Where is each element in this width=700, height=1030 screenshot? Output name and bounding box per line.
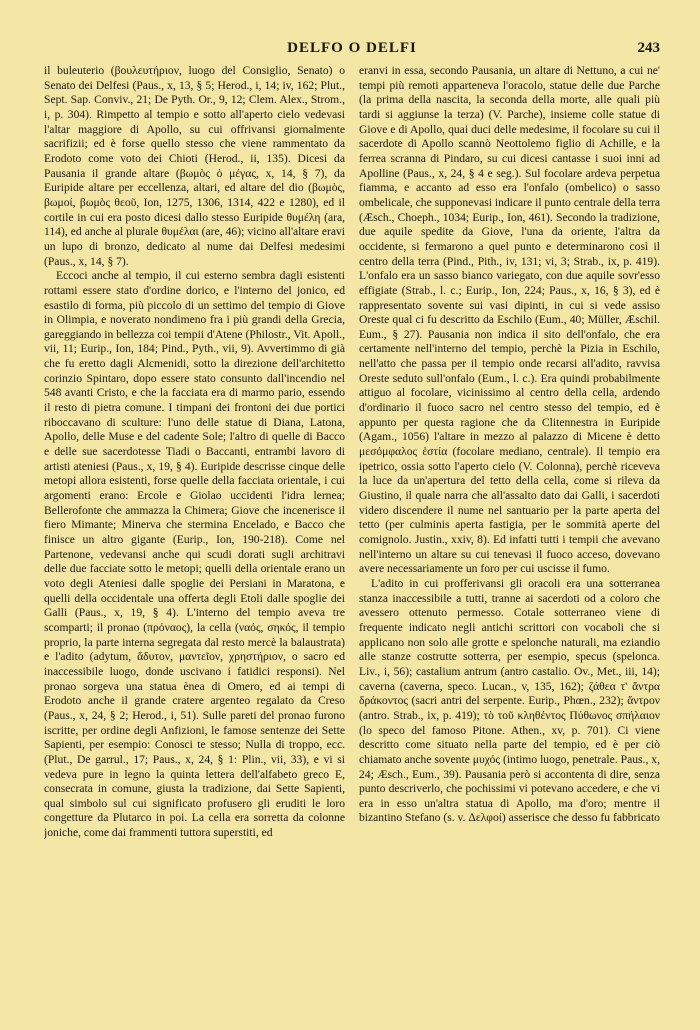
paragraph: il buleuterio (βουλευτήριον, luogo del Consiglio, Senato) o Senato dei Delfesi (Paus., x, 13, § 5; Herod., i, 14; iv, 162; Plut., Sept. Sap. Conviv., 21; De Pyth. Or., 9, 12; Clem. Alex., Strom., i, p. 304). Rimpetto al tempio e sotto all'aperto cielo vedevasi l'altar maggiore di Apollo, su cui offrivansi giornalmente sacrifizii; ed è forse quello stesso che viene rammentato da Erodoto come voto dei Chioti (Herod., ii, 135). Dicesi da Pausania il grande altare (βωμὸς ὁ μέγας, x, 14, § 7), da Euripide altare per eccellenza, altari, ed altare del dio (βωμὸς, βωμοί, βωμὸς θεοῦ, Ion, 1275, 1306, 1314, 422 e 1280), ed il cortile in cui era posto dicesi dallo stesso Euripide θυμέλη (ara, 114), ed anche al plurale θυμέλαι (are, 46); vicino all'altare eravi un lupo di bronzo, dedicato al nume dai Delfesi medesimi (Paus., x, 14, § 7). [44,64,345,268]
text-columns [44,64,660,1014]
running-title: DELFO O DELFI [287,40,417,56]
page-header [44,40,660,64]
paragraph: L'adito in cui profferivansi gli oracoli era una sotterranea stanza inaccessibile a tutti, tranne ai sacerdoti od a coloro che avessero ottenuto permesso. Cotale sotterraneo viene di frequente indicato negli antichi scrittori con vocaboli che si applicano non solo alle grotte e spelonche naturali, ma eziandio alle stanze costrutte sotterra, per esempio, specus (spelonca. Liv., i, 56); castalium antrum (antro castalio. Ov., Met., iii, 14); caverna (caverna, speco. Lucan., v, 135, 162); ζάθεα τ' ἄντρα δράκοντος (sacri antri del serpente. Eurip., Phœn., 232); ἄντρον (antro. Strab., ix, p. 419); τὸ τοῦ κληθέντος Πύθωνος σπήλαιον (lo speco del famoso Pitone. Athen., xv, p. 701). Ci viene descritto come situato nella parte del tempio, ed è per ciò chiamato anche sovente μυχός (intimo luogo, penetrale. Paus., x, 24; Æsch., Eum., 39). Pausania però si accontenta di dire, senza punto descriverlo, che pochissimi vi potevano accedere, e che vi era in esso un'altra statua di Apollo, ma d'oro; mentre il bizantino Stefano (s. v. Δελφοί) asserisce che desso fu fabbricato [359,576,660,825]
page-number: 243 [637,40,660,56]
right-column [359,64,660,1014]
left-column [44,64,345,1014]
paragraph: eranvi in essa, secondo Pausania, un altare di Nettuno, a cui ne' tempi più remoti apparteneva l'oracolo, statue delle due Parche (la prima della nascita, la seconda della morte, alle quali più tardi si aggiunse la terza) (V. Parche), insieme colle statue di Giove e di Apollo, quai duci delle medesime, il focolare su cui il sacerdote di Apollo scannò Neottolemo figlio di Achille, e la ferrea scranna di Pindaro, su cui dicesi cantasse i suoi inni ad Apolline (Paus., x, 24, § 4 e seg.). Sul focolare ardeva perpetua fiamma, e accanto ad esso era l'onfalo (ombelico) o sasso ombelicale, che supponevasi indicare il punto centrale della terra (Æsch., Choeph., 1034; Eurip., Ion, 461). Secondo la tradizione, due aquile spedite da Giove, l'una da oriente, l'altra da occidente, si fermarono a quel punto e determinarono così il centro della terra (Pind., Pith., iv, 131; vi, 3; Strab., ix, p. 419). L'onfalo era un sasso bianco variegato, con due aquile sovr'esso effigiate (Strab., l. c.; Eurip., Ion, 224; Paus., x, 16, § 3), ed è rappresentato sovente sui vasi dipinti, in cui si vede assiso Oreste qual ci fu descritto da Eschilo (Eum., 40; Müller, Æschil. Eum., § 27). Pausania non indica il sito dell'onfalo, che era certamente nell'interno del tempio, perchè la Pizia in Eschilo, nell'atto che passa per il tempio onde recarsi all'adito, ravvisa Oreste seduto sull'onfalo (Eum., l. c.). Era quindi probabilmente attiguo al focolare, vicinissimo al centro della cella, ardendo d'ordinario il fuoco sacro nel centro stesso del tempio, ed è appunto per questa ragione che da Clitennestra in Euripide (Agam., 1056) l'altare in mezzo al palazzo di Micene è detto μεσόμφαλος ἑστία (focolare mediano, centrale). Il tempio era ipetrico, ossia sotto l'aperto cielo (V. Colonna), perchè riceveva la luce da un'apertura del tetto della cella, come si rileva da Giustino, il quale narra che all'assalto dato dai Galli, i sacerdoti videro discendere il nume nel santuario per la parte aperta del tetto (per culminis aperta fastigia, per le sommità aperte del comignolo. Justin., xxiv, 8). Ed infatti tutti i tempii che avevano nell'interno un altare su cui tenevasi il fuoco acceso, dovevano avere necessariamente un foro per cui uscisse il fumo. [359,64,660,576]
paragraph: Eccoci anche al tempio, il cui esterno sembra dagli esistenti rottami essere stato d'ordine dorico, e l'interno del jonico, ed esastilo di forma, più piccolo di un settimo del tempio di Giove in Olimpia, e noverato nondimeno fra i più grandi della Grecia, gareggiando in bellezza coi tempii d'Atene (Philostr., Vit. Apoll., vii, 11; Eurip., Ion, 184; Pind., Pyth., vii, 9). Avvertimmo di già che fu eretto dagli Alcmenidi, sotto la direzione dell'architetto corinzio Spintaro, dopo essere stato consunto dall'incendio nel 548 avanti Cristo, e che la facciata era di marmo pario, essendo il resto di pietra comune. I timpani dei frontoni dei due portici riboccavano di sculture: l'uno delle statue di Diana, Latona, Apollo, delle Muse e del cadente Sole; l'altro di quelle di Bacco e delle sue sacerdotesse Tiadi o Baccanti, entrambi lavoro di artisti ateniesi (Paus., x, 19, § 4). Euripide descrisse cinque delle metopi allora esistenti, forse quelle della facciata orientale, i cui argomenti erano: Ercole e Giolao uccidenti l'idra lernea; Bellerofonte che ammazza la Chimera; Giove che incenerisce il fiero Mimante; Minerva che stermina Encelado, e Bacco che finisce un altro gigante (Eurip., Ion, 190-218). Come nel Partenone, vedevansi anche qui scudi dorati sugli architravi delle due facciate sotto le metopi; quelli della orientale erano un voto degli Ateniesi dalle spoglie dei Persiani in Maratona, e quelli della occidentale una offerta degli Etoli dalle spoglie dei Galli (Paus., x, 19, § 4). L'interno del tempio aveva tre scomparti; il pronao (πρόναος), la cella (ναός, σηκός, il tempio proprio, la parte interna segregata dal resto mercè la balaustrata) e l'adito (adytum, ἄδυτον, μαντεῖον, χρηστήριον, o sacro ed inaccessibile luogo, donde uscivano i fatidici responsi). Nel pronao sorgeva una statua ènea di Omero, ed ai tempi di Erodoto anche il grande cratere argenteo regalato da Creso (Paus., x, 24, § 2; Herod., i, 51). Sulle pareti del pronao furono iscritte, per ordine degli Anfizioni, le famose sentenze dei Sette Sapienti, per esempio: Conosci te stesso; Nulla di troppo, ecc. (Plut., De garrul., 17; Paus., x, 24, § 1: Plin., vii, 33), e vi si vedeva pure in legno la quinta lettera dell'alfabeto greco E, consecrata in comune, giusta la tradizione, dai Sette Sapienti, qual simbolo sul cui significato profusero gli eruditi le loro congetture da Plutarco in poi. La cella era sorretta da colonne joniche, come dai frammenti tuttora superstiti, ed [44,269,345,840]
